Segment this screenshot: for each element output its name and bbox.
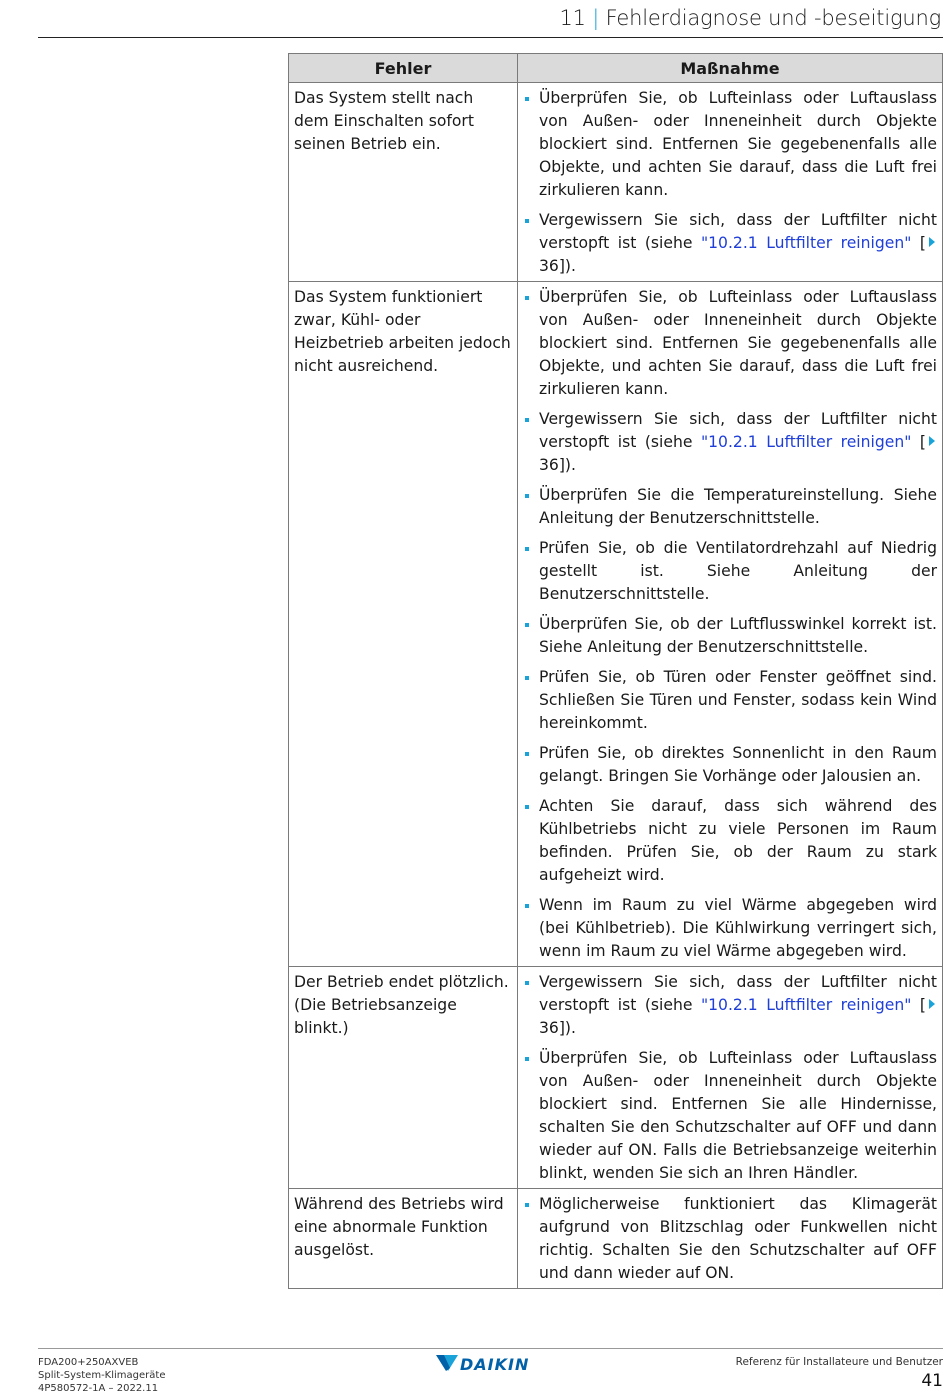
list-item	[522, 971, 937, 1040]
list-item	[522, 408, 937, 477]
chapter-number: 11	[559, 6, 586, 30]
action-cell	[518, 83, 943, 282]
action-cell	[518, 967, 943, 1189]
action-cell	[518, 1189, 943, 1289]
page-ref-number[interactable]: 36	[539, 1019, 559, 1037]
table-row	[289, 282, 943, 967]
error-cell: Während des Betriebs wird eine abnormale Funktion ausgelöst.	[289, 1189, 518, 1289]
list-item	[522, 894, 937, 963]
item-text: Vergewissern Sie sich, dass der Luftfilter nicht verstopft ist (siehe	[539, 410, 937, 451]
title-separator: |	[592, 6, 600, 30]
item-text: Vergewissern Sie sich, dass der Luftfilter nicht verstopft ist (siehe	[539, 973, 937, 1014]
page-header	[38, 0, 943, 38]
table-row	[289, 967, 943, 1189]
error-cell: Das System stellt nach dem Einschalten sofort seinen Betrieb ein.	[289, 83, 518, 282]
action-list	[522, 87, 937, 278]
page-ref-number[interactable]: 36	[539, 257, 559, 275]
page-footer	[38, 1348, 943, 1395]
footer-product: Split-System-Klimageräte	[38, 1370, 166, 1381]
page-ref-open: [	[911, 996, 926, 1014]
item-text: Achten Sie darauf, dass sich während des Kühlbetriebs nicht zu viele Personen im Raum befinden. Prüfen Sie, ob der Raum zu stark aufgeheizt wird.	[539, 797, 937, 884]
table-header-row	[289, 54, 943, 83]
list-item	[522, 286, 937, 401]
action-list	[522, 286, 937, 963]
action-list	[522, 971, 937, 1185]
table-row	[289, 83, 943, 282]
item-text: Wenn im Raum zu viel Wärme abgegeben wird (bei Kühlbetrieb). Die Kühlwirkung verringert sich, wenn im Raum zu viel Wärme abgegeben wird.	[539, 896, 937, 960]
cross-reference-link[interactable]: "10.2.1 Luftfilter reinigen"	[700, 234, 912, 252]
list-item	[522, 613, 937, 659]
cross-reference-link[interactable]: "10.2.1 Luftfilter reinigen"	[700, 433, 912, 451]
item-text: Prüfen Sie, ob die Ventilatordrehzahl auf Niedrig gestellt ist. Siehe Anleitung der Benutzerschnittstelle.	[539, 539, 937, 603]
item-text-tail: ]).	[558, 1019, 576, 1037]
page-ref-open: [	[911, 433, 926, 451]
column-header-action: Maßnahme	[518, 54, 943, 83]
cross-reference-link[interactable]: "10.2.1 Luftfilter reinigen"	[700, 996, 912, 1014]
chapter-name: Fehlerdiagnose und -beseitigung	[605, 6, 941, 30]
item-text: Prüfen Sie, ob Türen oder Fenster geöffnet sind. Schließen Sie Türen und Fenster, sodass kein Wind hereinkommt.	[539, 668, 937, 732]
chapter-title	[559, 6, 941, 30]
item-text: Überprüfen Sie, ob Lufteinlass oder Luftauslass von Außen- oder Inneneinheit durch Objekte blockiert sind. Entfernen Sie gegebenenfalls alle Objekte, und achten Sie darauf, dass die Luft frei zirkulieren kann.	[539, 288, 937, 398]
list-item	[522, 209, 937, 278]
page-ref-open: [	[911, 234, 926, 252]
page-number: 41	[921, 1371, 943, 1391]
list-item	[522, 1193, 937, 1285]
daikin-logo	[436, 1354, 538, 1374]
list-item	[522, 1047, 937, 1185]
footer-doc-id: 4P580572-1A – 2022.11	[38, 1383, 159, 1394]
table-row	[289, 1189, 943, 1289]
item-text: Überprüfen Sie, ob der Luftflusswinkel korrekt ist. Siehe Anleitung der Benutzerschnittstelle.	[539, 615, 937, 656]
list-item	[522, 666, 937, 735]
page-ref-number[interactable]: 36	[539, 456, 559, 474]
list-item	[522, 87, 937, 202]
item-text: Vergewissern Sie sich, dass der Luftfilter nicht verstopft ist (siehe	[539, 211, 937, 252]
list-item	[522, 742, 937, 788]
brand-name: DAIKIN	[460, 1355, 530, 1374]
item-text-tail: ]).	[558, 456, 576, 474]
action-list	[522, 1193, 937, 1285]
page-arrow-icon[interactable]	[929, 436, 935, 446]
footer-reference: Referenz für Installateure und Benutzer	[735, 1356, 943, 1368]
troubleshooting-table	[288, 53, 943, 1289]
list-item	[522, 484, 937, 530]
item-text-tail: ]).	[558, 257, 576, 275]
action-cell	[518, 282, 943, 967]
list-item	[522, 537, 937, 606]
footer-doc-info	[38, 1356, 165, 1395]
error-cell: Das System funktioniert zwar, Kühl- oder Heizbetrieb arbeiten jedoch nicht ausreichend.	[289, 282, 518, 967]
page-arrow-icon[interactable]	[929, 999, 935, 1009]
item-text: Möglicherweise funktioniert das Klimagerät aufgrund von Blitzschlag oder Funkwellen nicht richtig. Schalten Sie den Schutzschalter auf OFF und dann wieder auf ON.	[539, 1195, 937, 1282]
item-text: Prüfen Sie, ob direktes Sonnenlicht in den Raum gelangt. Bringen Sie Vorhänge oder Jalousien an.	[539, 744, 937, 785]
item-text: Überprüfen Sie, ob Lufteinlass oder Luftauslass von Außen- oder Inneneinheit durch Objekte blockiert sind. Entfernen Sie alle Hindernisse, schalten Sie den Schutzschalter auf OFF und dann wieder auf ON. Falls die Betriebsanzeige weiterhin blinkt, wenden Sie sich an Ihren Händler.	[539, 1049, 937, 1182]
item-text: Überprüfen Sie die Temperatureinstellung. Siehe Anleitung der Benutzerschnittstelle.	[539, 486, 937, 527]
item-text: Überprüfen Sie, ob Lufteinlass oder Luftauslass von Außen- oder Inneneinheit durch Objekte blockiert sind. Entfernen Sie gegebenenfalls alle Objekte, und achten Sie darauf, dass die Luft frei zirkulieren kann.	[539, 89, 937, 199]
footer-model: FDA200+250AXVEB	[38, 1357, 139, 1368]
page-arrow-icon[interactable]	[929, 237, 935, 247]
column-header-error: Fehler	[289, 54, 518, 83]
error-cell: Der Betrieb endet plötzlich. (Die Betriebsanzeige blinkt.)	[289, 967, 518, 1189]
list-item	[522, 795, 937, 887]
